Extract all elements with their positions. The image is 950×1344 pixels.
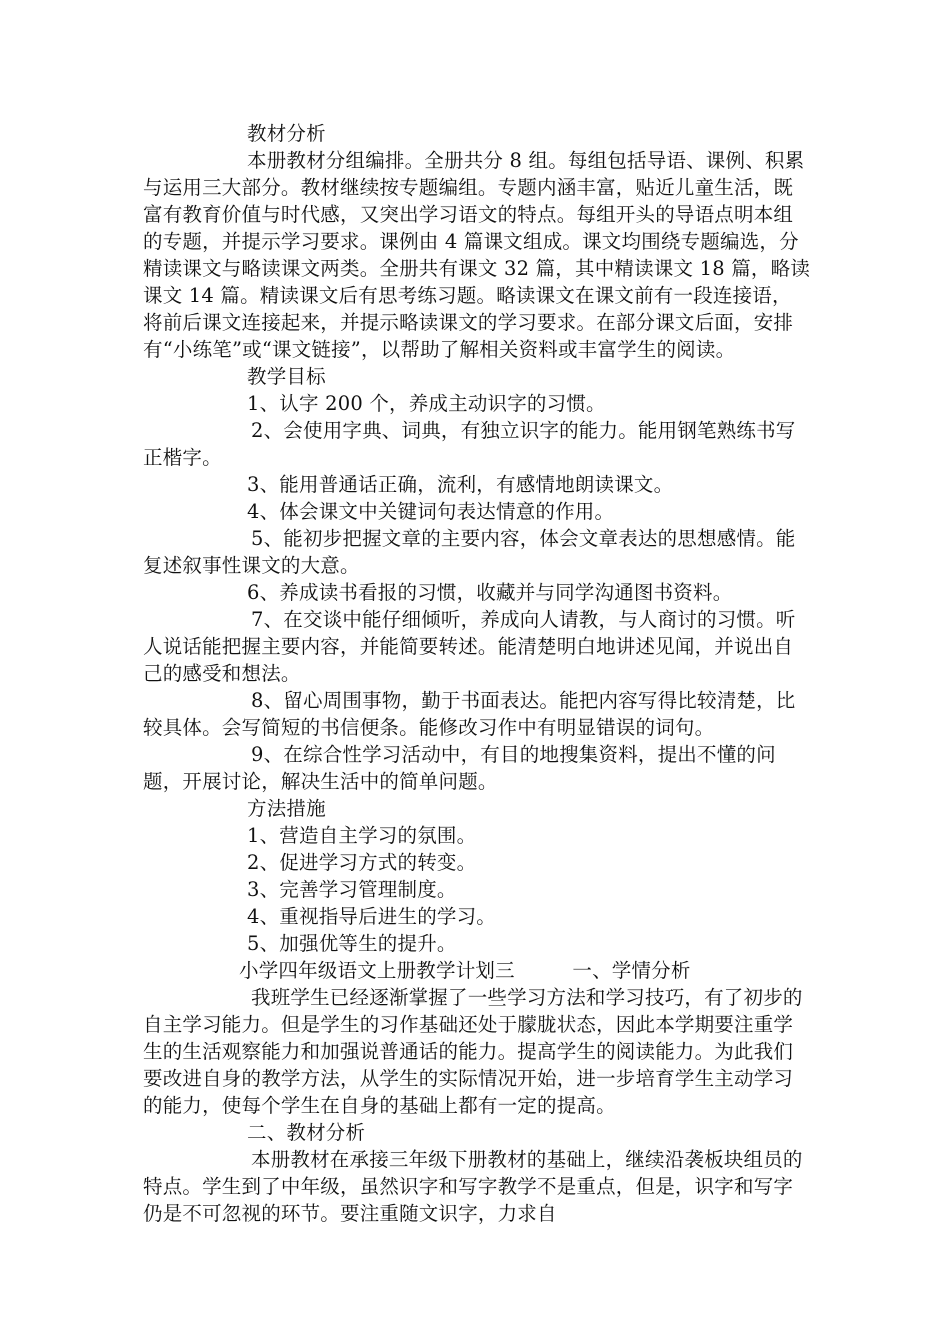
method-item: 3、完善学习管理制度。 xyxy=(247,878,457,901)
goal-item: 6、养成读书看报的习惯，收藏并与同学沟通图书资料。 xyxy=(247,581,733,604)
heading-textbook-analysis: 教材分析 xyxy=(247,122,326,145)
paragraph: 我班学生已经逐渐掌握了一些学习方法和学习技巧，有了初步的自主学习能力。但是学生的习作基础还处于朦胧状态，因此本学期要注重学生的生活观察能力和加强说普通话的能力。提高学生的阅读能力。为此我们要改进自身的教学方法，从学生的实际情况开始，进一步培育学生主动学习的能力，使每个学生在自身的基础上都有一定的提高。 xyxy=(143,986,803,1117)
heading-textbook-analysis-2: 二、教材分析 xyxy=(247,1121,366,1144)
goal-item: 4、体会课文中关键词句表达情意的作用。 xyxy=(247,500,615,523)
goal-item: 9、在综合性学习活动中，有目的地搜集资料，提出不懂的问题，开展讨论，解决生活中的简单问题。 xyxy=(143,743,776,793)
method-item: 2、促进学习方式的转变。 xyxy=(247,851,477,874)
goal-item: 5、能初步把握文章的主要内容，体会文章表达的思想感情。能复述叙事性课文的大意。 xyxy=(143,527,796,577)
goal-item: 2、会使用字典、词典，有独立识字的能力。能用钢笔熟练书写正楷字。 xyxy=(143,419,796,469)
method-item: 1、营造自主学习的氛围。 xyxy=(247,824,477,847)
method-item: 4、重视指导后进生的学习。 xyxy=(247,905,497,928)
paragraph: 本册教材分组编排。全册共分 8 组。每组包括导语、课例、积累与运用三大部分。教材继续按专题编组。专题内涵丰富，贴近儿童生活，既富有教育价值与时代感，又突出学习语文的特点。每组开头的导语点明本组的专题，并提示学习要求。课例由 4 篇课文组成。课文均围绕专题编选，分精读课文与略读课文两类。全册共有课文 32 篇，其中精读课文 18 篇，略读课文 14 篇。精读课文后有思考练习题。略读课文在课文前有一段连接语，将前后课文连接起来，并提示略读课文的学习要求。在部分课文后面，安排有“小练笔”或“课文链接”，以帮助了解相关资料或丰富学生的阅读。 xyxy=(143,149,811,361)
plan-title-line: 小学四年级语文上册教学计划三 一、学情分析 xyxy=(239,959,691,982)
goal-item: 7、在交谈中能仔细倾听，养成向人请教，与人商讨的习惯。听人说话能把握主要内容，并能简要转述。能清楚明白地讲述见闻，并说出自己的感受和想法。 xyxy=(143,608,796,685)
goal-item: 8、留心周围事物，勤于书面表达。能把内容写得比较清楚，比较具体。会写简短的书信便条。能修改习作中有明显错误的词句。 xyxy=(143,689,796,739)
method-item: 5、加强优等生的提升。 xyxy=(247,932,457,955)
goal-item: 1、认字 200 个，养成主动识字的习惯。 xyxy=(247,392,606,415)
goal-item: 3、能用普通话正确，流利，有感情地朗读课文。 xyxy=(247,473,674,496)
document-body xyxy=(143,120,811,1227)
heading-teaching-goals: 教学目标 xyxy=(247,365,326,388)
paragraph: 本册教材在承接三年级下册教材的基础上，继续沿袭板块组员的特点。学生到了中年级，虽然识字和写字教学不是重点，但是，识字和写字仍是不可忽视的环节。要注重随文识字，力求自 xyxy=(143,1148,803,1225)
heading-methods: 方法措施 xyxy=(247,797,326,820)
